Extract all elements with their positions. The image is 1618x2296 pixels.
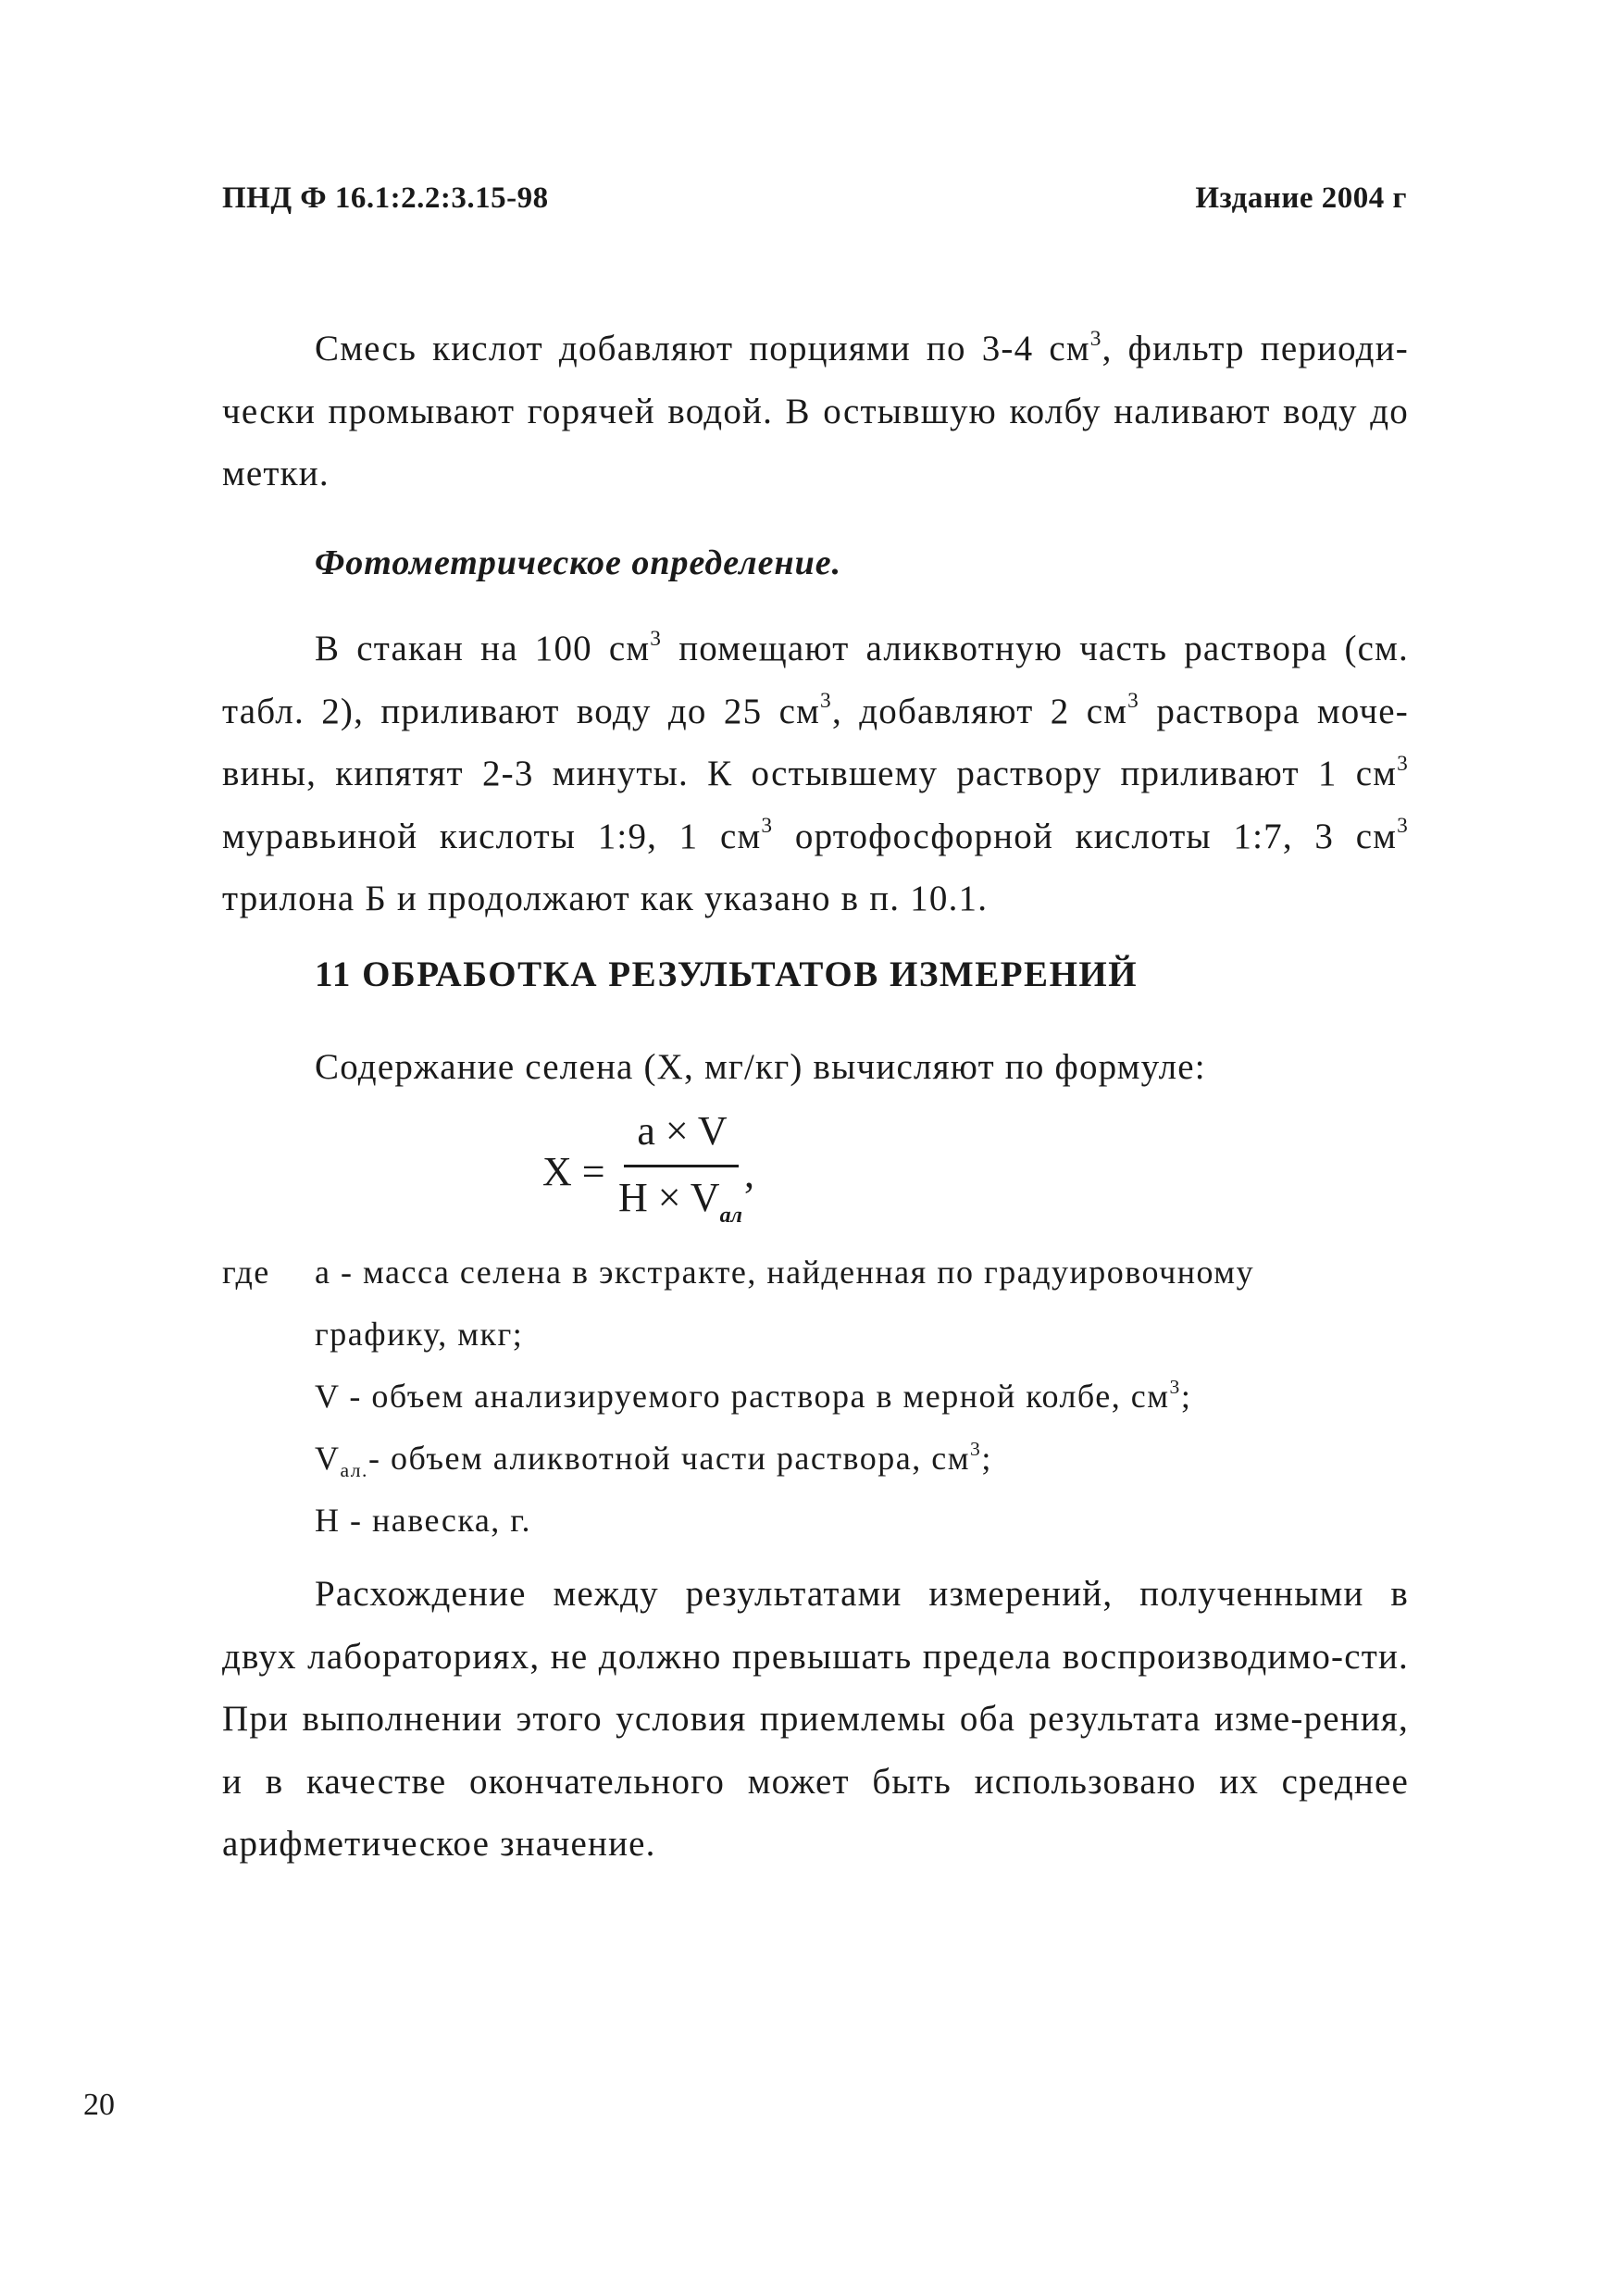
formula (542, 1107, 783, 1237)
def-a-line1: а - масса селена в экстракте, найденная по градуировочному (315, 1254, 1255, 1291)
page-number: 20 (83, 2088, 115, 2122)
para1-text-a: Смесь кислот добавляют порциями по 3-4 см (315, 329, 1090, 368)
formula-comma: , (744, 1151, 754, 1196)
def-v-sup: 3 (1169, 1375, 1181, 1398)
para2-t2: помещают аликвотную часть раствора (см. табл. 2), приливают воду до 25 см (222, 629, 1409, 731)
para2-s2: 3 (820, 689, 832, 714)
def-val-end: ; (981, 1440, 992, 1477)
formula-lhs: X = (542, 1149, 605, 1194)
def-val (315, 1427, 992, 1494)
para2-t1: В стакан на 100 см (315, 629, 651, 668)
def-val-sup: 3 (970, 1437, 982, 1460)
def-v (315, 1365, 1191, 1428)
fraction-bar (624, 1165, 739, 1167)
para2-t4: раствора моче-вины, кипятят 2-3 минуты. К остывшему раствору приливают 1 см (222, 691, 1409, 793)
para2-s4: 3 (1397, 751, 1409, 776)
formula-intro: Содержание селена (Х, мг/кг) вычисляют по формуле: (315, 1047, 1206, 1087)
para2-s3: 3 (1127, 689, 1140, 714)
formula-denominator: H × V (618, 1175, 720, 1220)
section-title: 11 ОБРАБОТКА РЕЗУЛЬТАТОВ ИЗМЕРЕНИЙ (315, 955, 1139, 994)
para2-s1: 3 (650, 626, 663, 651)
def-val-v: V (315, 1440, 341, 1477)
document-code: ПНД Ф 16.1:2.2:3.15-98 (222, 181, 549, 215)
para2-t7: трилона Б и продолжают как указано в п. 10.1. (222, 879, 989, 918)
def-v-text: V - объем анализируемого раствора в мерной колбе, см (315, 1378, 1170, 1415)
para2-t3: , добавляют 2 см (831, 691, 1128, 731)
para2-t6: ортофосфорной кислоты 1:7, 3 см (773, 816, 1398, 856)
subheading-photometric: Фотометрическое определение. (315, 543, 842, 582)
para1-text-b: , фильтр периоди-чески промывают горячей водой. В остывшую колбу наливают воду до метки. (222, 329, 1409, 493)
para2-t5: муравьиной кислоты 1:9, 1 см (222, 816, 762, 856)
def-val-rest: - объем аликвотной части раствора, см (367, 1440, 971, 1477)
edition-label: Издание 2004 г (1195, 181, 1407, 215)
para2-s6: 3 (1397, 814, 1409, 839)
para1-sup: 3 (1089, 326, 1102, 351)
def-v-end: ; (1180, 1378, 1192, 1415)
para3-text: Расхождение между результатами измерений, полученными в двух лабораториях, не должно превышать предела воспроизводимо-сти. При выполнении этого условия приемлемы оба результата изме-рения, и в качестве окончательного может быть использовано их среднее арифметическое значение. (222, 1574, 1409, 1864)
formula-denominator-wrap (618, 1174, 742, 1228)
paragraph-acid-mixture (222, 318, 1409, 505)
where-label: где (222, 1254, 270, 1291)
def-val-sub: ал. (340, 1458, 368, 1481)
paragraph-photometric (222, 618, 1409, 930)
formula-numerator: a × V (637, 1108, 728, 1154)
def-a-line2: графику, мкг; (315, 1316, 524, 1353)
def-h: Н - навеска, г. (315, 1502, 531, 1539)
formula-denominator-sub: ал (719, 1204, 742, 1228)
para2-s5: 3 (761, 814, 774, 839)
paragraph-discrepancy (222, 1563, 1409, 1876)
